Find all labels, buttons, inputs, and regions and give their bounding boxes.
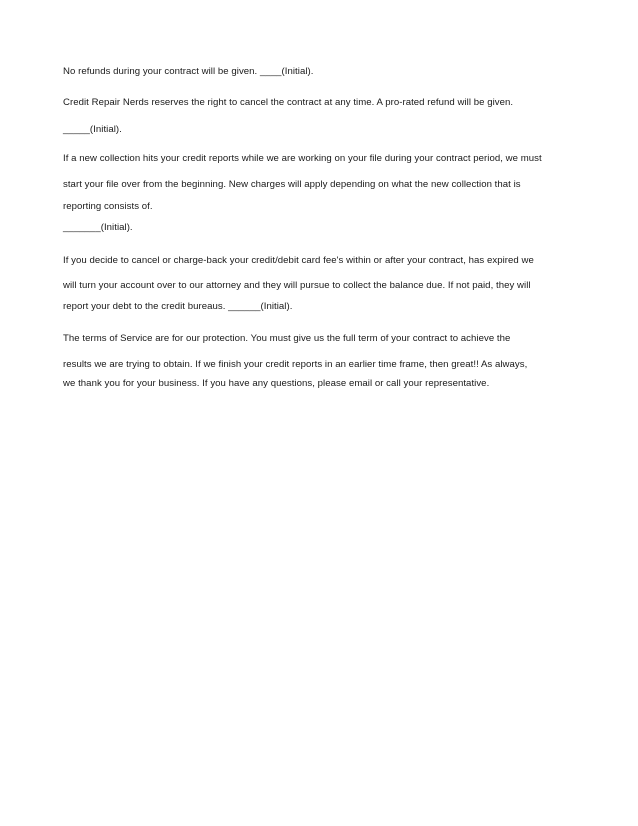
terms-line-1: The terms of Service are for our protection. You must give us the full term of your contract to achieve the [63, 333, 511, 344]
new-collection-line-3: reporting consists of. [63, 201, 153, 212]
new-collection-initial-line: _______(Initial). [63, 222, 133, 233]
new-collection-line-2: start your file over from the beginning. New charges will apply depending on what the new collection that is [63, 179, 521, 190]
terms-line-3: we thank you for your business. If you have any questions, please email or call your representative. [63, 378, 490, 389]
chargeback-line-1: If you decide to cancel or charge-back your credit/debit card fee's within or after your contract, has expired we [63, 255, 534, 266]
cancel-rights-line: Credit Repair Nerds reserves the right to cancel the contract at any time. A pro-rated refund will be given. [63, 97, 514, 108]
cancel-initial-line: _____(Initial). [63, 124, 122, 135]
new-collection-line-1: If a new collection hits your credit reports while we are working on your file during your contract period, we must [63, 153, 542, 164]
chargeback-line-2: will turn your account over to our attorney and they will pursue to collect the balance due. If not paid, they will [63, 280, 531, 291]
terms-line-2: results we are trying to obtain. If we finish your credit reports in an earlier time frame, then great!! As always, [63, 359, 528, 370]
refund-policy-line: No refunds during your contract will be given. ____(Initial). [63, 66, 314, 77]
chargeback-line-3: report your debt to the credit bureaus. ______(Initial). [63, 301, 293, 312]
